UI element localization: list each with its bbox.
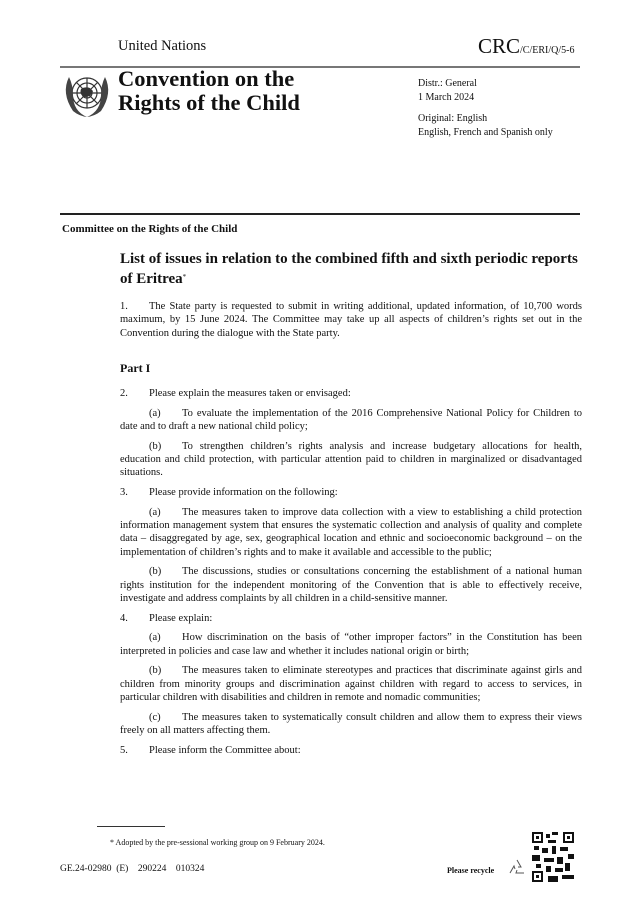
document-title-text: List of issues in relation to the combined fifth and sixth periodic reports of Eritrea: [120, 251, 578, 287]
document-symbol: [478, 34, 574, 59]
document-title: [120, 251, 582, 288]
paragraph: [120, 300, 582, 340]
issue-subitem: [120, 631, 582, 658]
subitem-text: The measures taken to eliminate stereotypes and practices that discriminate against girls and children from minority groups and discrimination against children with regard to access to services, in particular children with disabilities and children in remote and nomadic communities;: [120, 665, 582, 703]
symbol-main: CRC: [478, 34, 521, 58]
subitem-label: (b): [149, 566, 162, 578]
footnote-rule: [97, 826, 165, 827]
issue-list: [120, 387, 582, 757]
please-recycle: Please recycle: [447, 866, 495, 875]
subitem-label: (a): [149, 407, 161, 419]
committee-name: Committee on the Rights of the Child: [62, 223, 238, 235]
issue-item: [120, 486, 582, 499]
paragraph-number: 1.: [120, 301, 128, 312]
qr-code-icon: [532, 832, 574, 882]
subitem-text: How discrimination on the basis of “other improper factors” in the Constitution has been interpreted in policies and case law and whether it includes national origin or birth;: [120, 632, 582, 657]
section-rule: [60, 213, 580, 215]
issue-text: Please explain:: [149, 612, 213, 624]
organization-name: United Nations: [118, 38, 207, 54]
date: 1 March 2024: [418, 91, 475, 103]
document-body: [120, 251, 582, 763]
issue-item: [120, 612, 582, 625]
subitem-text: The measures taken to systematically consult children and allow them to express their views freely on all matters affecting them.: [120, 711, 582, 736]
issue-number: 4.: [120, 612, 128, 624]
footnote: * Adopted by the pre-sessional working group on 9 February 2024.: [110, 838, 325, 847]
issue-subitem: [120, 664, 582, 704]
subitem-text: To evaluate the implementation of the 2016 Comprehensive National Policy for Children to date and to draft a new national child policy;: [120, 407, 582, 433]
distribution: Distr.: General: [418, 78, 477, 89]
treaty-title-line1: Convention on the: [118, 66, 295, 91]
issue-text: Please inform the Committee about:: [149, 744, 301, 756]
original-language: Original: English: [418, 113, 488, 124]
subitem-text: To strengthen children’s rights analysis and increase budgetary allocations for health, education and child protection, with particular attention paid to children in marginalized or disadvantaged situations.: [120, 440, 582, 479]
subitem-label: (b): [149, 665, 162, 677]
symbol-suffix: /C/ERI/Q/5-6: [520, 45, 575, 56]
issue-number: 5.: [120, 744, 128, 756]
issue-item: [120, 387, 582, 400]
job-number: GE.24-02980 (E) 290224 010324: [60, 864, 205, 874]
issue-text: Please explain the measures taken or envisaged:: [149, 388, 351, 400]
treaty-title-line2: Rights of the Child: [118, 90, 300, 115]
issue-subitem: [120, 506, 582, 559]
issue-text: Please provide information on the following:: [149, 487, 338, 499]
subitem-label: (a): [149, 632, 161, 644]
paragraph-text: The State party is requested to submit in writing additional, updated information, of 10,700 words maximum, by 15 June 2024. The Committee may take up all aspects of children’s rights set out in the Convention during the dialogue with the State party.: [120, 301, 582, 339]
distribution-info: [418, 77, 553, 139]
un-emblem-icon: [61, 69, 113, 119]
issue-subitem: [120, 407, 582, 434]
recycle-icon: [507, 858, 527, 878]
subitem-text: The discussions, studies or consultations concerning the establishment of a national human rights institution for the independent monitoring of the Convention that is able to effectively receive, investigate and address complaints by all children in a child-sensitive manner.: [120, 566, 582, 604]
subitem-label: (b): [149, 440, 162, 452]
footnote-marker: *: [182, 272, 187, 281]
subitem-label: (a): [149, 506, 161, 518]
issue-number: 3.: [120, 487, 128, 499]
issue-subitem: [120, 565, 582, 605]
issue-subitem: [120, 440, 582, 480]
languages: English, French and Spanish only: [418, 126, 553, 138]
subitem-label: (c): [149, 711, 161, 723]
issue-number: 2.: [120, 388, 128, 400]
issue-item: [120, 744, 582, 757]
treaty-body-title: [118, 67, 300, 115]
part-heading: Part I: [120, 360, 151, 375]
issue-subitem: [120, 711, 582, 738]
subitem-text: The measures taken to improve data collection with a view to establishing a child protection information management system that ensures the systematic collection and analysis of quality and complete data – disaggregated by age, sex, geographical location and ethnic and socioeconomic background – on the implementation of children’s rights and to make it available and accessible to the public;: [120, 506, 582, 558]
